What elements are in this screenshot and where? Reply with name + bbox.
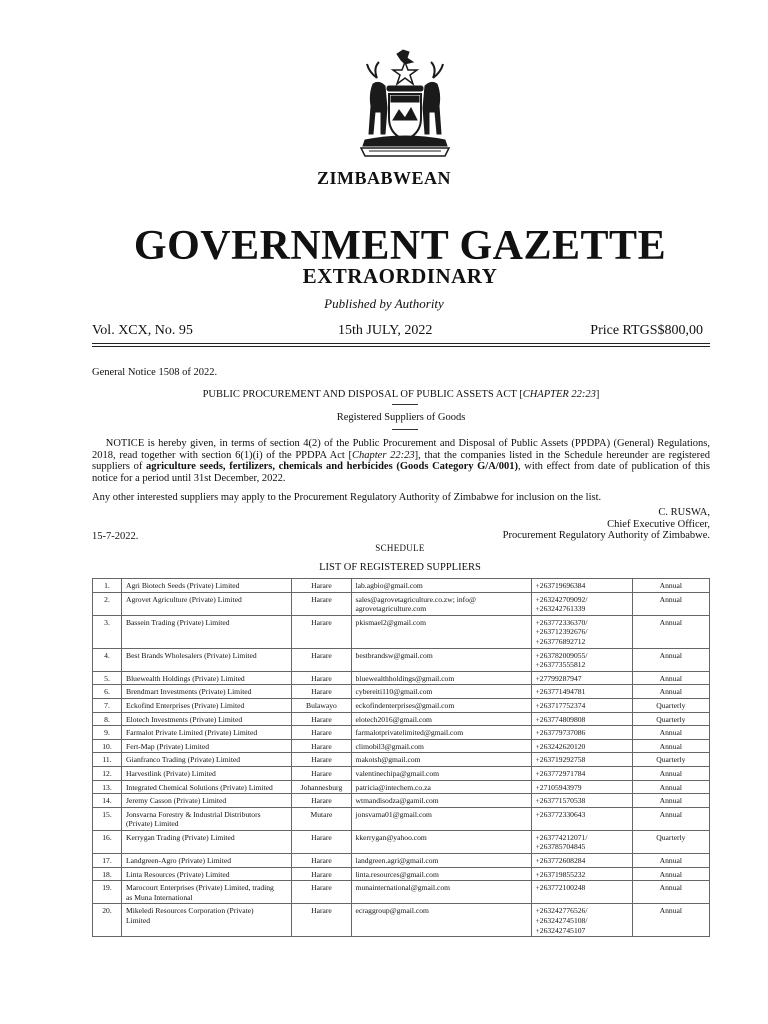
supplier-email: eckofindenterprises@gmail.com [351,698,531,712]
supplier-name: Marocourt Enterprises (Private) Limited, trading as Muna International [122,881,292,904]
supplier-name: Agri Biotech Seeds (Private) Limited [122,579,292,593]
renewal-frequency: Quarterly [632,698,709,712]
issue-price: Price RTGS$800,00 [590,323,703,338]
notice-text: , with effect from date of publication of this notice for a period until 31st December, 2022. [92,461,711,485]
renewal-frequency: Annual [632,766,709,780]
supplier-city: Harare [292,753,351,767]
table-row [93,726,710,740]
supplier-city: Harare [292,592,351,615]
supplier-city: Johannesburg [292,780,351,794]
supplier-phone: +263719292758 [531,753,632,767]
notice-date: 15-7-2022. [92,531,139,542]
supplier-city: Harare [292,794,351,808]
volume-number: Vol. XCX, No. 95 [92,323,193,338]
table-row [93,766,710,780]
suppliers-table-body [93,579,710,937]
supplier-city: Harare [292,671,351,685]
renewal-frequency: Annual [632,794,709,808]
supplier-email: linta.resources@gmail.com [351,867,531,881]
row-number: 4. [93,648,122,671]
list-title: LIST OF REGISTERED SUPPLIERS [319,562,481,573]
supplier-phone: +263772971784 [531,766,632,780]
supplier-phone: +27105943979 [531,780,632,794]
supplier-phone: +263772330643 [531,807,632,830]
supplier-city: Harare [292,579,351,593]
renewal-frequency: Annual [632,726,709,740]
supplier-name: Integrated Chemical Solutions (Private) Limited [122,780,292,794]
renewal-frequency: Quarterly [632,753,709,767]
supplier-name: Fert-Map (Private) Limited [122,739,292,753]
notice-text: NOTICE is hereby given, in terms of section 4(2) of the Public Procurement and Disposal of Public Assets (PPDPA) (General) Regulations, 2018, read together with section 6(1)(i) of the PPDPA Act [ [92,438,710,461]
supplier-name: Bassein Trading (Private) Limited [122,615,292,648]
supplier-phone: +263774212071/ +263785704845 [531,830,632,853]
supplier-phone: +263782009055/ +263773555812 [531,648,632,671]
supplier-email: farmalotprivatelimited@gmail.com [351,726,531,740]
renewal-frequency: Annual [632,780,709,794]
table-row [93,867,710,881]
row-number: 18. [93,867,122,881]
table-row [93,854,710,868]
signatory-organisation: Procurement Regulatory Authority of Zimbabwe. [502,530,710,542]
supplier-email: ecraggroup@gmail.com [351,904,531,937]
renewal-frequency: Annual [632,881,709,904]
row-number: 20. [93,904,122,937]
table-row [93,904,710,937]
country-heading: ZIMBABWEAN [316,168,451,188]
supplier-phone: +263772100248 [531,881,632,904]
supplier-name: Brendmart Investments (Private) Limited [122,685,292,699]
notice-subject: Registered Suppliers of Goods [336,412,466,423]
supplier-name: Landgreen-Agro (Private) Limited [122,854,292,868]
supplier-city: Harare [292,766,351,780]
supplier-city: Harare [292,648,351,671]
supplier-phone: +263771570538 [531,794,632,808]
renewal-frequency: Annual [632,685,709,699]
supplier-phone: +27799287947 [531,671,632,685]
row-number: 17. [93,854,122,868]
renewal-frequency: Annual [632,739,709,753]
goods-category: agriculture seeds, fertilizers, chemicals and herbicides (Goods Category G/A/001) [145,461,518,473]
renewal-frequency: Quarterly [632,830,709,853]
supplier-city: Harare [292,685,351,699]
supplier-email: landgreen.agri@gmail.com [351,854,531,868]
signatory-title: Chief Executive Officer, [607,518,710,530]
supplier-name: Elotech Investments (Private) Limited [122,712,292,726]
row-number: 5. [93,671,122,685]
row-number: 12. [93,766,122,780]
table-row [93,698,710,712]
row-number: 19. [93,881,122,904]
supplier-phone: +263719696384 [531,579,632,593]
row-number: 13. [93,780,122,794]
supplier-phone: +263719855232 [531,867,632,881]
renewal-frequency: Annual [632,671,709,685]
table-row [93,830,710,853]
supplier-phone: +263771494781 [531,685,632,699]
supplier-email: sales@agrovetagriculture.co.zw; info@ agrovetagriculture.com [351,592,531,615]
supplier-city: Harare [292,904,351,937]
supplier-email: pkismael2@gmail.com [351,615,531,648]
supplier-name: Farmalot Private Limited (Private) Limited [122,726,292,740]
supplier-email: bluewealthholdings@gmail.com [351,671,531,685]
table-row [93,712,710,726]
general-notice-number: General Notice 1508 of 2022. [92,367,218,378]
row-number: 15. [93,807,122,830]
table-row [93,579,710,593]
row-number: 6. [93,685,122,699]
row-number: 3. [93,615,122,648]
header-rule [92,346,710,347]
supplier-city: Harare [292,726,351,740]
signature-block [440,507,710,542]
act-title-post: ] [595,389,600,400]
supplier-email: wtmandisodza@gamil.com [351,794,531,808]
table-row [93,807,710,830]
row-number: 10. [93,739,122,753]
row-number: 11. [93,753,122,767]
renewal-frequency: Annual [632,579,709,593]
row-number: 16. [93,830,122,853]
supplier-email: munainternational@gmail.com [351,881,531,904]
supplier-name: Jonsvarna Forestry & Industrial Distributors (Private) Limited [122,807,292,830]
table-row [93,739,710,753]
act-title [92,389,710,400]
supplier-city: Harare [292,739,351,753]
notice-chapter: Chapter 22:23 [352,449,415,461]
supplier-phone: +263774809808 [531,712,632,726]
coat-of-arms-emblem [355,48,455,160]
supplier-phone: +263779737086 [531,726,632,740]
table-row [93,780,710,794]
supplier-name: Gianfranco Trading (Private) Limited [122,753,292,767]
supplier-email: patricia@intechem.co.za [351,780,531,794]
supplier-city: Harare [292,867,351,881]
supplier-email: jonsvarna01@gmail.com [351,807,531,830]
supplier-email: makotsh@gmail.com [351,753,531,767]
supplier-phone: +263717752374 [531,698,632,712]
issue-date: 15th JULY, 2022 [338,323,433,338]
gazette-title: GOVERNMENT GAZETTE [133,223,667,269]
application-note: Any other interested suppliers may apply to the Procurement Regulatory Authority of Zimbabwe for inclusion on the list. [92,492,602,503]
act-title-chapter: CHAPTER 22:23 [522,389,596,400]
supplier-name: Harvestlink (Private) Limited [122,766,292,780]
suppliers-table [92,578,710,937]
notice-body [92,438,710,485]
table-row [93,592,710,615]
supplier-phone: +263772608284 [531,854,632,868]
supplier-email: valentinechipa@gmail.com [351,766,531,780]
supplier-name: Best Brands Wholesalers (Private) Limited [122,648,292,671]
supplier-city: Bulawayo [292,698,351,712]
renewal-frequency: Annual [632,615,709,648]
supplier-email: kkerrygan@yahoo.com [351,830,531,853]
row-number: 9. [93,726,122,740]
schedule-label: SCHEDULE [375,543,425,553]
supplier-email: lab.agbio@gmail.com [351,579,531,593]
supplier-city: Harare [292,881,351,904]
table-row [93,881,710,904]
supplier-phone: +263242620120 [531,739,632,753]
gazette-subtitle: EXTRAORDINARY [302,264,498,288]
table-row [93,753,710,767]
row-number: 8. [93,712,122,726]
table-row [93,648,710,671]
supplier-city: Harare [292,615,351,648]
supplier-email: climobil3@gmail.com [351,739,531,753]
supplier-name: Kerrygan Trading (Private) Limited [122,830,292,853]
supplier-phone: +263242709092/ +263242761339 [531,592,632,615]
supplier-email: bestbrandsw@gmail.com [351,648,531,671]
header-rule [92,343,710,344]
row-number: 1. [93,579,122,593]
notice-text: ], that the companies listed in the Schedule hereunder are registered suppliers of [92,449,710,473]
renewal-frequency: Annual [632,867,709,881]
table-row [93,615,710,648]
supplier-name: Mikeledi Resources Corporation (Private) Limited [122,904,292,937]
supplier-city: Harare [292,712,351,726]
row-number: 7. [93,698,122,712]
row-number: 14. [93,794,122,808]
renewal-frequency: Annual [632,592,709,615]
supplier-name: Jeremy Casson (Private) Limited [122,794,292,808]
divider [392,404,418,405]
supplier-email: cybereiti110@gmail.com [351,685,531,699]
table-row [93,794,710,808]
row-number: 2. [93,592,122,615]
supplier-name: Bluewealth Holdings (Private) Limited [122,671,292,685]
table-row [93,685,710,699]
supplier-email: elotech2016@gmail.com [351,712,531,726]
supplier-phone: +263242776526/ +263242745108/ +263242745107 [531,904,632,937]
published-by-authority: Published by Authority [324,296,444,311]
table-row [93,671,710,685]
renewal-frequency: Annual [632,854,709,868]
supplier-city: Harare [292,830,351,853]
supplier-city: Mutare [292,807,351,830]
supplier-name: Agrovet Agriculture (Private) Limited [122,592,292,615]
divider [392,429,418,430]
supplier-name: Linta Resources (Private) Limited [122,867,292,881]
supplier-name: Eckofind Enterprises (Private) Limited [122,698,292,712]
renewal-frequency: Annual [632,648,709,671]
renewal-frequency: Quarterly [632,712,709,726]
renewal-frequency: Annual [632,807,709,830]
supplier-city: Harare [292,854,351,868]
renewal-frequency: Annual [632,904,709,937]
signatory-name: C. RUSWA, [658,507,710,518]
act-title-pre: PUBLIC PROCUREMENT AND DISPOSAL OF PUBLIC ASSETS ACT [ [202,389,523,400]
supplier-phone: +263772336370/ +263712392676/ +263776892712 [531,615,632,648]
